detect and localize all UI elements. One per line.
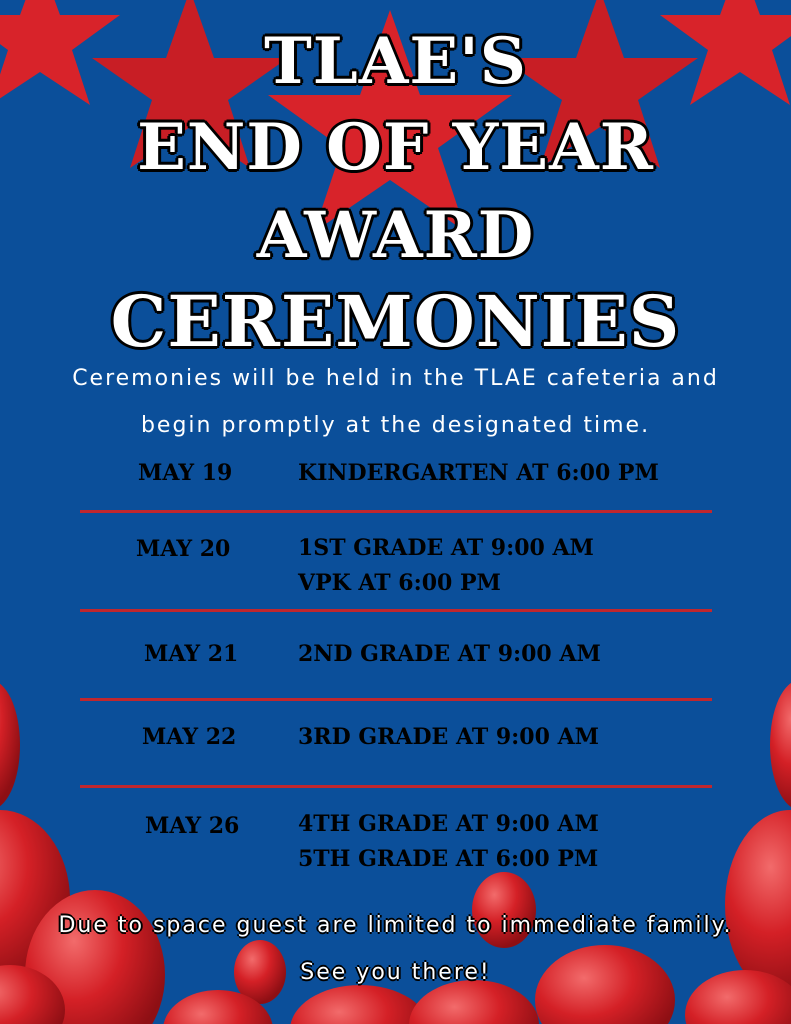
schedule-event: KINDERGARTEN AT 6:00 PM (298, 460, 659, 486)
footer-line-2: See you there! (300, 960, 491, 985)
divider (80, 510, 712, 513)
schedule-event: 2ND GRADE AT 9:00 AM (298, 641, 601, 667)
divider (80, 609, 712, 612)
schedule-event: 5TH GRADE AT 6:00 PM (298, 846, 599, 872)
schedule-event: VPK AT 6:00 PM (298, 570, 501, 596)
footer-line-1: Due to space guest are limited to immediate family. (58, 913, 733, 938)
schedule-date: MAY 21 (144, 641, 239, 667)
title-line-4: CEREMONIES (110, 280, 681, 363)
divider (80, 785, 712, 788)
title-line-3: AWARD (256, 198, 535, 273)
schedule-date: MAY 20 (136, 536, 231, 562)
balloon-icon (409, 980, 539, 1024)
schedule-date: MAY 22 (142, 724, 237, 750)
schedule-event: 3RD GRADE AT 9:00 AM (298, 724, 599, 750)
schedule-date: MAY 26 (145, 813, 240, 839)
divider (80, 698, 712, 701)
balloon-icon (0, 680, 20, 810)
intro-line-1: Ceremonies will be held in the TLAE cafeteria and (72, 366, 719, 391)
balloon-icon (290, 985, 430, 1024)
schedule-date: MAY 19 (138, 460, 233, 486)
schedule-event: 1ST GRADE AT 9:00 AM (298, 535, 594, 561)
title-line-2: END OF YEAR (137, 110, 654, 185)
balloon-icon (770, 680, 791, 810)
intro-line-2: begin promptly at the designated time. (140, 413, 651, 438)
title-line-1: TLAE'S (264, 24, 527, 99)
schedule-event: 4TH GRADE AT 9:00 AM (298, 811, 599, 837)
